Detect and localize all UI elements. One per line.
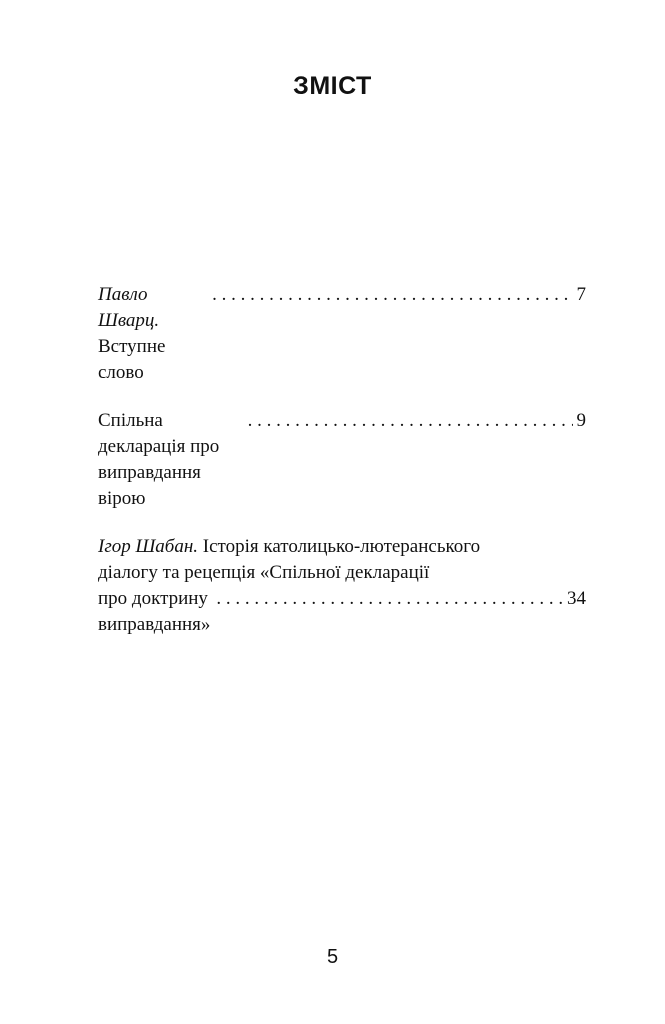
table-of-contents	[98, 282, 586, 638]
toc-entry-line	[98, 282, 586, 386]
toc-entry-history[interactable]	[98, 534, 586, 638]
toc-entry-line	[98, 408, 586, 512]
page-title: ЗМІСТ	[293, 72, 372, 100]
toc-entry-line	[98, 586, 586, 638]
toc-entry-page: 9	[576, 410, 586, 431]
toc-entry-title-line-2: діалогу та рецепція «Спільної декларації	[98, 562, 430, 583]
dot-leader	[212, 282, 572, 308]
toc-entry-intro[interactable]	[98, 282, 586, 386]
toc-entry-title-line-3: про доктрину виправдання»	[98, 588, 211, 635]
toc-entry-title: Вступне слово	[98, 336, 166, 383]
toc-entry-line	[98, 534, 586, 560]
toc-entry-title: Спільна декларація про виправдання вірою	[98, 410, 220, 509]
toc-entry-page: 34	[567, 588, 586, 609]
toc-entry-author: Ігор Шабан.	[98, 536, 199, 557]
dot-leader	[216, 586, 563, 612]
toc-entry-page: 7	[576, 284, 586, 305]
toc-entry-line	[98, 560, 586, 586]
toc-entry-title-line-1: Історія католицько-лютеранського	[202, 536, 481, 557]
page-number: 5	[326, 946, 339, 968]
dot-leader	[248, 408, 573, 434]
toc-entry-author: Павло Шварц.	[98, 284, 160, 331]
toc-entry-declaration[interactable]	[98, 408, 586, 512]
toc-entry-text	[98, 282, 206, 386]
